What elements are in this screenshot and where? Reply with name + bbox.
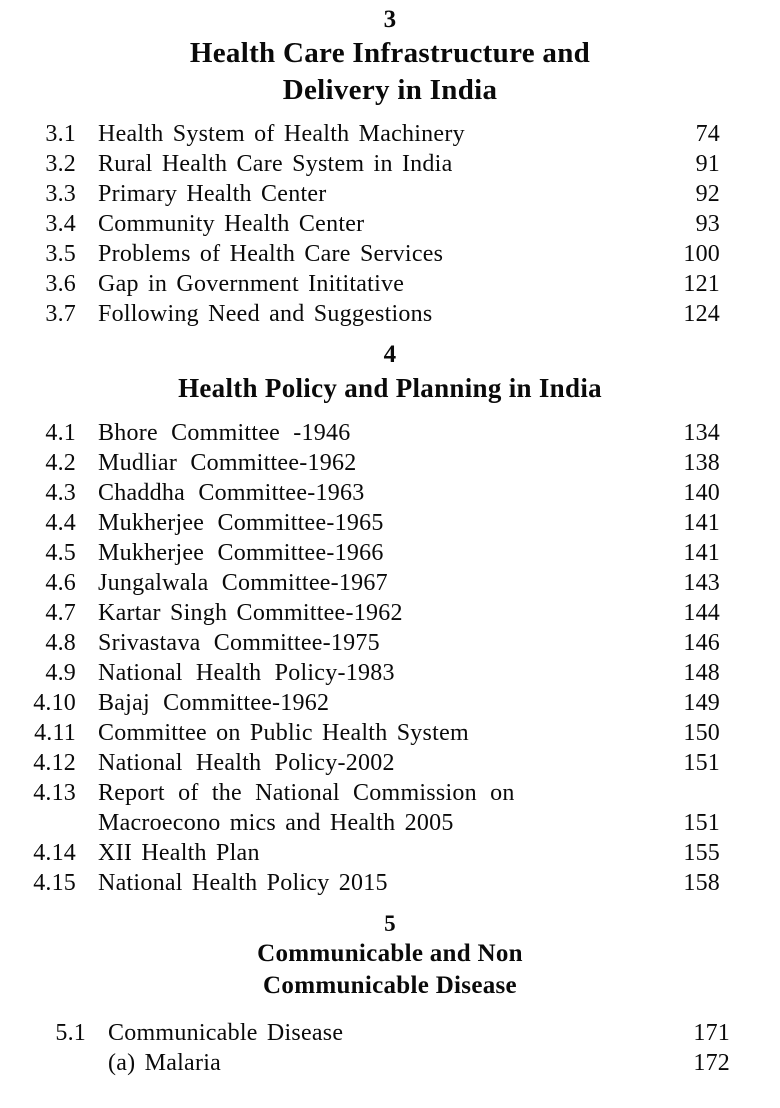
entry-page-number: 151 [683,750,720,776]
entry-page-number: 121 [683,271,720,297]
entry-page-number: 74 [695,121,720,147]
entry-page-number: 171 [693,1020,730,1046]
entry-label: Mudliar Committee-1962 [98,450,357,476]
entry-label: Communicable Disease [108,1020,344,1046]
entry-page-number: 100 [683,241,720,267]
entry-page-number: 134 [683,420,720,446]
toc-entry[interactable] [0,209,780,239]
entry-page-number: 155 [683,840,720,866]
chapter-block-4 [0,340,780,898]
entry-number: 4.1 [45,420,76,446]
chapter-title-4 [0,370,780,406]
entry-number: 3.1 [45,121,76,147]
entry-label: Primary Health Center [98,181,327,207]
entry-label: Srivastava Committee-1975 [98,630,380,656]
entry-page-number: 146 [683,630,720,656]
entry-label: Mukherjee Committee-1966 [98,540,384,566]
chapter-block-5 [0,909,780,1078]
toc-entry-list-chapter-5 [10,1018,780,1078]
toc-entry[interactable] [0,748,780,778]
entry-page-number: 124 [683,301,720,327]
entry-number: 4.12 [33,750,76,776]
toc-entry[interactable] [0,838,780,868]
entry-number: 5.1 [55,1020,86,1046]
entry-page-number: 93 [695,211,720,237]
entry-page-number: 141 [683,540,720,566]
entry-label: Problems of Health Care Services [98,241,444,267]
toc-entry[interactable] [0,598,780,628]
toc-entry-list-chapter-4 [0,418,780,898]
entry-label: Following Need and Suggestions [98,301,433,327]
chapter-title-line: Health Policy and Planning in India [178,373,602,403]
toc-entry[interactable] [0,658,780,688]
toc-entry-list-chapter-3 [0,119,780,329]
chapter-title-line: Health Care Infrastructure and [189,37,591,69]
chapter-number-3: 3 [383,6,397,33]
entry-page-number: 150 [683,720,720,746]
chapter-number-5: 5 [384,911,396,936]
chapter-title-line: Delivery in India [282,74,498,106]
entry-label: Health System of Health Machinery [98,121,465,147]
toc-entry[interactable] [0,119,780,149]
toc-entry[interactable] [0,418,780,448]
entry-number: 4.15 [33,870,76,896]
entry-label: (a) Malaria [108,1050,222,1076]
entry-label: National Health Policy 2015 [98,870,388,896]
entry-page-number: 148 [683,660,720,686]
entry-label: Gap in Government Inititative [98,271,405,297]
chapter-title-3 [0,35,780,109]
entry-page-number: 172 [693,1050,730,1076]
chapter-title-line: Communicable and Non [257,940,523,967]
entry-number: 4.13 [33,780,76,806]
chapter-title-line: Communicable Disease [263,972,517,999]
toc-subentry[interactable] [10,1048,780,1078]
entry-page-number: 144 [683,600,720,626]
toc-entry[interactable] [0,179,780,209]
entry-label: Mukherjee Committee-1965 [98,510,384,536]
entry-label: Community Health Center [98,211,365,237]
toc-entry[interactable] [0,478,780,508]
entry-number: 3.7 [45,301,76,327]
toc-entry[interactable] [0,538,780,568]
toc-entry[interactable] [0,269,780,299]
entry-number: 4.8 [45,630,76,656]
entry-label: XII Health Plan [98,840,260,866]
toc-entry-continuation[interactable] [0,808,780,838]
entry-number: 3.2 [45,151,76,177]
entry-number: 3.5 [45,241,76,267]
chapter-title-5 [0,938,780,1002]
entry-number: 4.7 [45,600,76,626]
entry-label: Chaddha Committee-1963 [98,480,365,506]
entry-label: Macroecono mics and Health 2005 [98,810,454,836]
toc-entry[interactable] [0,149,780,179]
chapter-heading-5 [0,909,780,1002]
entry-page-number: 138 [683,450,720,476]
entry-label: Rural Health Care System in India [98,151,453,177]
entry-page-number: 149 [683,690,720,716]
toc-entry[interactable] [0,688,780,718]
entry-page-number: 143 [683,570,720,596]
toc-entry[interactable] [0,628,780,658]
entry-number: 3.4 [45,211,76,237]
entry-page-number: 91 [695,151,720,177]
entry-number: 4.11 [34,720,76,746]
entry-number: 3.3 [45,181,76,207]
entry-number: 4.5 [45,540,76,566]
toc-entry[interactable] [0,718,780,748]
toc-entry[interactable] [10,1018,780,1048]
entry-number: 4.3 [45,480,76,506]
entry-label: Bhore Committee -1946 [98,420,351,446]
entry-page-number: 151 [683,810,720,836]
entry-number: 3.6 [45,271,76,297]
toc-entry[interactable] [0,508,780,538]
entry-label: National Health Policy-2002 [98,750,395,776]
entry-number: 4.4 [45,510,76,536]
entry-label: National Health Policy-1983 [98,660,395,686]
entry-number: 4.10 [33,690,76,716]
entry-page-number: 141 [683,510,720,536]
entry-number: 4.14 [33,840,76,866]
entry-label: Kartar Singh Committee-1962 [98,600,403,626]
chapter-heading-4 [0,340,780,406]
entry-label: Bajaj Committee-1962 [98,690,330,716]
chapter-heading-3 [0,4,780,109]
entry-page-number: 92 [695,181,720,207]
entry-number: 4.6 [45,570,76,596]
entry-number: 4.9 [45,660,76,686]
entry-page-number: 140 [683,480,720,506]
toc-entry[interactable] [0,239,780,269]
toc-entry[interactable] [0,868,780,898]
toc-entry[interactable] [0,448,780,478]
toc-entry[interactable] [0,778,780,808]
toc-entry[interactable] [0,568,780,598]
toc-entry[interactable] [0,299,780,329]
entry-number: 4.2 [45,450,76,476]
entry-label: Jungalwala Committee-1967 [98,570,388,596]
entry-label: Report of the National Commission on [98,780,515,806]
chapter-block-3 [0,4,780,329]
chapter-number-4: 4 [383,341,397,368]
entry-page-number: 158 [683,870,720,896]
entry-label: Committee on Public Health System [98,720,469,746]
